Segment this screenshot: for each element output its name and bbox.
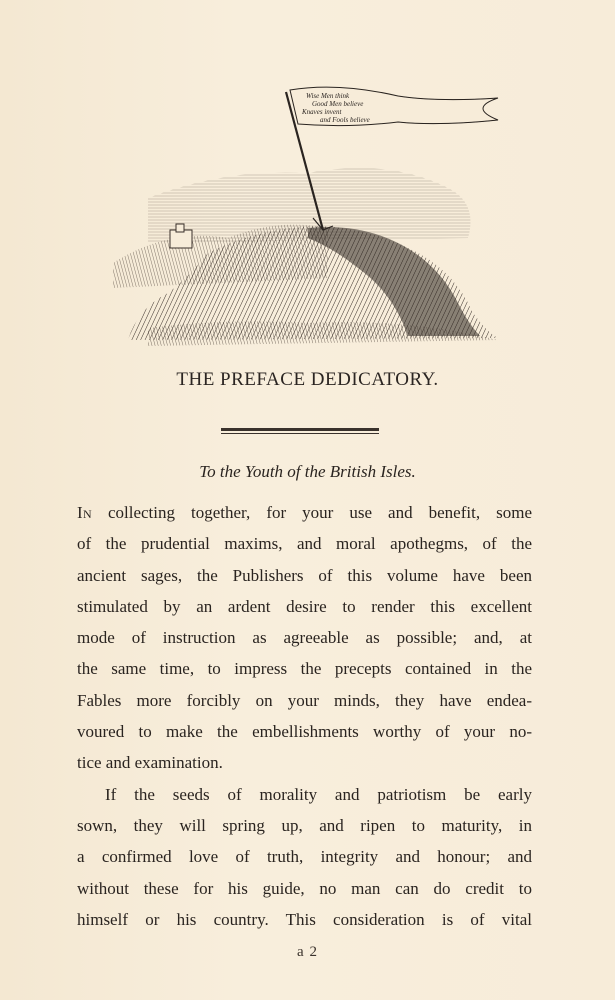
text-line: sown, they will spring up, and ripen to maturity, in — [77, 815, 532, 835]
banner-line-4: and Fools believe — [320, 116, 370, 124]
text-line: without these for his guide, no man can do credit to — [77, 878, 532, 898]
text-line: mode of instruction as agreeable as possible; and, at — [77, 628, 532, 648]
text-line — [77, 497, 532, 528]
preface-body — [77, 497, 532, 935]
text-line: of the prudential maxims, and moral apothegms, of the — [77, 534, 532, 554]
text-line: a confirmed love of truth, integrity and honour; and — [77, 847, 532, 867]
text-line: Fables more forcibly on your minds, they have endea- — [77, 690, 532, 710]
text-line: himself or his country. This consideration is of vital — [77, 909, 532, 929]
dedication-address: To the Youth of the British Isles. — [199, 462, 416, 481]
signature-mark: a 2 — [297, 944, 318, 960]
text-line: voured to make the embellishments worthy of your no- — [77, 722, 532, 742]
page-title: THE PREFACE DEDICATORY. — [176, 369, 439, 390]
text-line: the same time, to impress the precepts contained in the — [77, 659, 532, 679]
text-line-content: collecting together, for your use and benefit, some — [91, 503, 532, 522]
text-line: tice and examination. — [77, 753, 223, 773]
rule-thin-line — [221, 433, 379, 434]
lead-word: In — [77, 503, 92, 522]
banner-line-1: Wise Men think — [306, 92, 350, 100]
engraving-illustration — [108, 78, 503, 346]
text-line: stimulated by an ardent desire to render this excellent — [77, 596, 532, 616]
text-line: If the seeds of morality and patriotism be early — [105, 784, 532, 804]
banner-line-3: Knaves invent — [302, 108, 342, 116]
title-rule-divider — [221, 428, 379, 434]
rule-thick-line — [221, 428, 379, 431]
banner-line-2: Good Men believe — [312, 100, 364, 108]
text-line: ancient sages, the Publishers of this volume have been — [77, 565, 532, 585]
